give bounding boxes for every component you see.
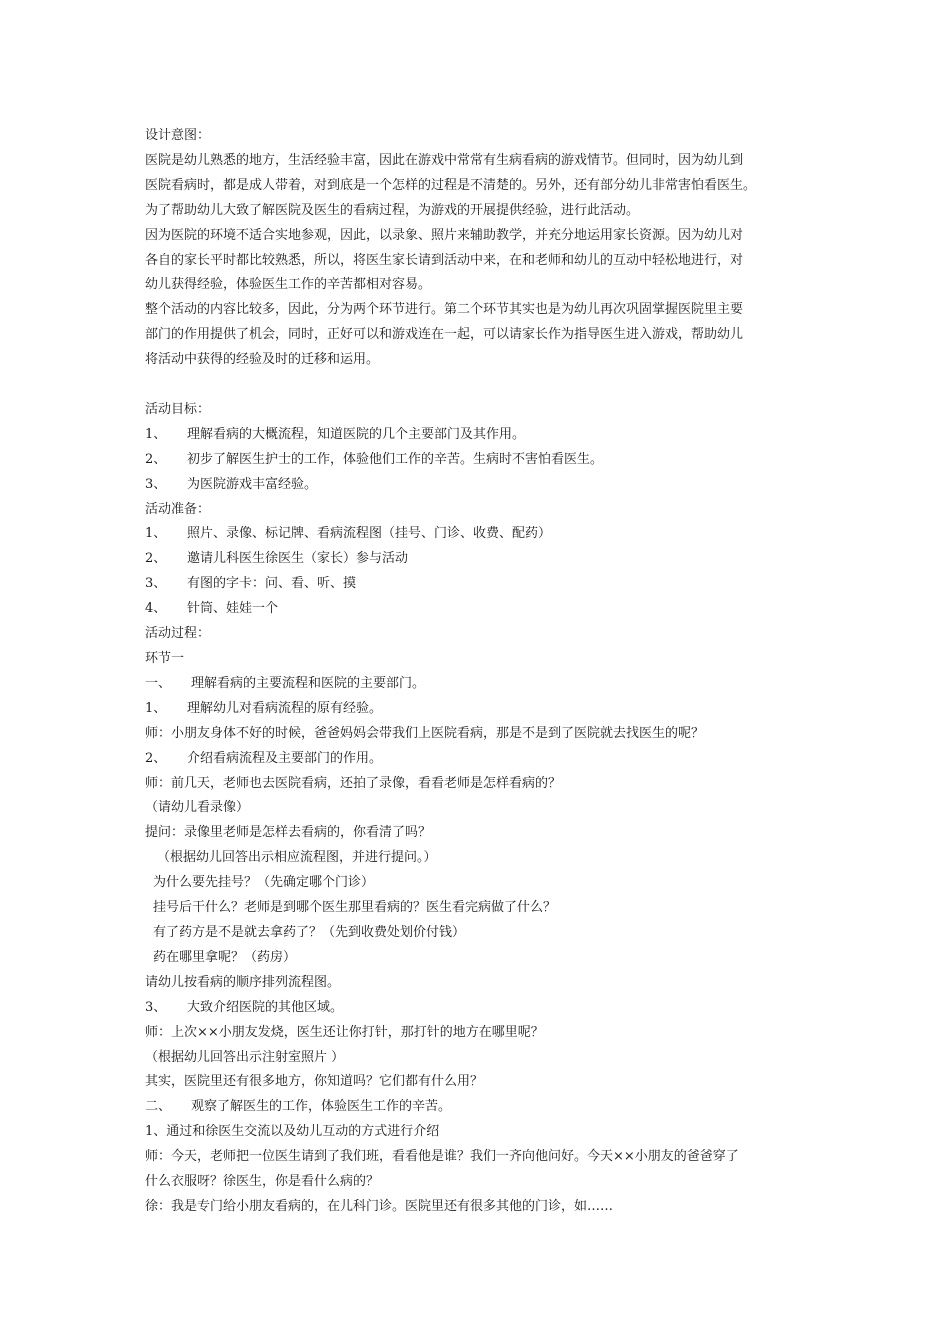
section-title: 环节一 [145,651,185,667]
teacher-line-6b: 什么衣服呀？徐医生，你是看什么病的？ [145,1174,380,1190]
design-paragraph-3-line-2: 部门的作用提供了机会，同时，正好可以和游戏连在一起，可以请家长作为指导医生进入游戏，帮助幼儿 [145,327,744,343]
step-number: 2、 [145,750,167,766]
goal-item-3 [145,473,815,498]
note-1: （请幼儿看录像） [145,800,250,816]
question-2: 为什么要先挂号？（先确定哪个门诊） [153,875,375,891]
goal-text: 初步了解医生护士的工作，体验他们工作的辛苦。生病时不害怕看医生。 [187,451,604,467]
teacher-line-4: 师：上次××小朋友发烧，医生还让你打针，那打针的地方在哪里呢？ [145,1024,544,1040]
step-2 [145,747,815,772]
prep-text: 邀请儿科医生徐医生（家长）参与活动 [187,551,409,567]
goal-number: 3、 [145,476,167,492]
prep-item-4 [145,597,815,622]
prep-number: 4、 [145,601,167,617]
goal-item-2 [145,448,815,473]
step-number: 3、 [145,999,167,1015]
document-page [145,124,815,1220]
prep-number: 2、 [145,551,167,567]
spacer [145,373,815,398]
part-1-heading [145,672,815,697]
part-2-heading [145,1095,815,1120]
question-5: 药在哪里拿呢？（药房） [153,949,297,965]
prep-item-3 [145,572,815,597]
design-paragraph-3-line-3: 将活动中获得的经验及时的迁移和运用。 [145,352,380,368]
design-paragraph-2-line-2: 各自的家长平时都比较熟悉，所以，将医生家长请到活动中来，在和老师和幼儿的互动中轻松地进行，对 [145,252,744,268]
design-paragraph-1-line-1: 医院是幼儿熟悉的地方，生活经验丰富，因此在游戏中常常有生病看病的游戏情节。但同时，因为幼儿到 [145,152,744,168]
note-3: （根据幼儿回答出示注射室照片 ） [145,1049,345,1065]
goal-text: 为医院游戏丰富经验。 [187,476,318,492]
part-number: 二、 [145,1099,172,1115]
teacher-line-6a: 师：今天，老师把一位医生请到了我们班，看看他是谁？我们一齐向他问好。今天××小朋友的爸爸穿了 [145,1149,739,1165]
design-paragraph-3-line-1: 整个活动的内容比较多，因此，分为两个环节进行。第二个环节其实也是为幼儿再次巩固掌握医院里主要 [145,302,744,318]
step-text: 理解幼儿对看病流程的原有经验。 [187,700,383,716]
part-text: 理解看病的主要流程和医院的主要部门。 [191,675,426,691]
step-text: 大致介绍医院的其他区域。 [187,999,344,1015]
teacher-line-3: 请幼儿按看病的顺序排列流程图。 [145,974,341,990]
goals-heading: 活动目标： [145,401,211,417]
goal-item-1 [145,423,815,448]
question-3: 挂号后干什么？老师是到哪个医生那里看病的？医生看完病做了什么？ [153,900,557,916]
prep-text: 照片、录像、标记牌、看病流程图（挂号、门诊、收费、配药） [187,526,552,542]
prep-item-1 [145,522,815,547]
step-1 [145,697,815,722]
design-paragraph-2-line-3: 幼儿获得经验，体验医生工作的辛苦都相对容易。 [145,277,432,293]
prep-number: 3、 [145,576,167,592]
prep-item-2 [145,547,815,572]
note-2: （根据幼儿回答出示相应流程图，并进行提问。） [157,850,437,866]
step-3 [145,996,815,1021]
part-text: 观察了解医生的工作，体验医生工作的辛苦。 [191,1099,452,1115]
step-4: 1、通过和徐医生交流以及幼儿互动的方式进行介绍 [145,1124,440,1140]
part-number: 一、 [145,675,172,691]
design-paragraph-1-line-3: 为了帮助幼儿大致了解医院及医生的看病过程，为游戏的开展提供经验，进行此活动。 [145,202,640,218]
prep-number: 1、 [145,526,167,542]
goal-number: 2、 [145,451,167,467]
design-paragraph-2-line-1: 因为医院的环境不适合实地参观，因此，以录象、照片来辅助教学，并充分地运用家长资源。因为幼儿对 [145,227,744,243]
goal-number: 1、 [145,426,167,442]
prep-heading: 活动准备： [145,501,211,517]
process-heading: 活动过程： [145,626,211,642]
teacher-line-1: 师：小朋友身体不好的时候，爸爸妈妈会带我们上医院看病，那是不是到了医院就去找医生的呢？ [145,725,705,741]
design-paragraph-1-line-2: 医院看病时，都是成人带着，对到底是一个怎样的过程是不清楚的。另外，还有部分幼儿非常害怕看医生。 [145,177,757,193]
goal-text: 理解看病的大概流程，知道医院的几个主要部门及其作用。 [187,426,526,442]
doctor-line-1: 徐：我是专门给小朋友看病的，在儿科门诊。医院里还有很多其他的门诊，如…… [145,1198,614,1214]
design-heading: 设计意图： [145,128,211,143]
question-4: 有了药方是不是就去拿药了？（先到收费处划价付钱） [153,924,466,940]
prep-text: 有图的字卡：问、看、听、摸 [187,576,357,592]
teacher-line-2: 师：前几天，老师也去医院看病，还拍了录像，看看老师是怎样看病的？ [145,775,562,791]
step-number: 1、 [145,700,167,716]
prep-text: 针筒、娃娃一个 [187,601,279,617]
step-text: 介绍看病流程及主要部门的作用。 [187,750,383,766]
teacher-line-5: 其实，医院里还有很多地方，你知道吗？它们都有什么用？ [145,1074,484,1090]
question-1: 提问：录像里老师是怎样去看病的，你看清了吗？ [145,825,432,841]
